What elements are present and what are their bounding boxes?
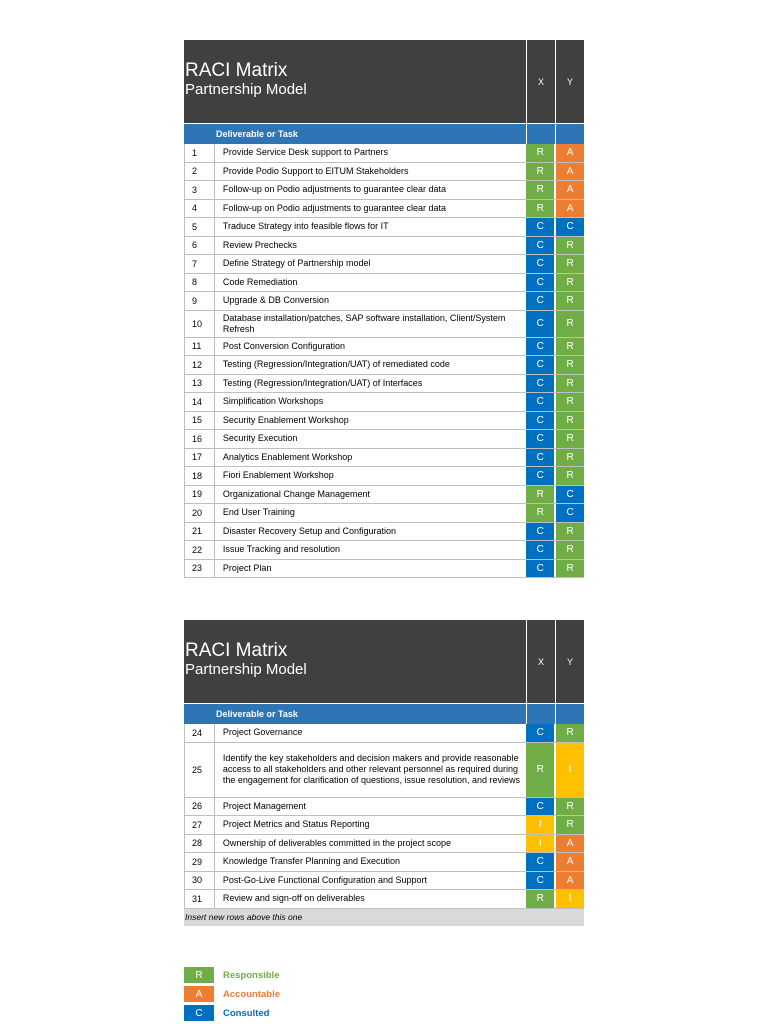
raci-code-x: C	[525, 393, 554, 411]
raci-code-x: C	[525, 798, 554, 816]
task-description: Simplification Workshops	[222, 396, 324, 407]
task-description: Post-Go-Live Functional Configuration and Support	[222, 874, 428, 885]
task-description: Identify the key stakeholders and decision makers and provide reasonable access to all stakeholders and other relevant personnel as required during the engagement for clarification of questions, issue resolution, and reviews	[222, 753, 521, 785]
raci-code-x: C	[525, 375, 554, 393]
table-footer-note: Insert new rows above this one	[184, 909, 584, 926]
task-description: End User Training	[222, 507, 295, 518]
matrix-title: RACI Matrix	[185, 60, 288, 81]
bar-divider	[526, 704, 527, 724]
legend-label: Responsible	[223, 969, 280, 981]
table-row	[185, 255, 584, 274]
row-number: 17	[185, 449, 215, 467]
table-row	[185, 872, 584, 891]
raci-code-y: C	[555, 504, 584, 522]
row-number: 16	[185, 430, 215, 448]
deliverable-header: Deliverable or Task	[216, 709, 298, 719]
row-number: 29	[185, 853, 215, 871]
raci-code-y: R	[555, 356, 584, 374]
deliverable-header: Deliverable or Task	[216, 129, 298, 139]
raci-code-x: C	[525, 449, 554, 467]
table-row	[185, 724, 584, 743]
task-description: Organizational Change Management	[222, 488, 370, 499]
row-number: 30	[185, 872, 215, 890]
table-header	[184, 620, 584, 703]
task-description: Analytics Enablement Workshop	[222, 451, 353, 462]
table-row	[185, 467, 584, 486]
table-row	[185, 144, 584, 163]
raci-code-y: A	[555, 853, 584, 871]
matrix-subtitle: Partnership Model	[185, 81, 307, 98]
row-number: 12	[185, 356, 215, 374]
raci-code-y: R	[555, 467, 584, 485]
raci-code-x: I	[525, 835, 554, 853]
raci-code-x: C	[525, 356, 554, 374]
raci-code-y: R	[555, 430, 584, 448]
table-row	[185, 523, 584, 542]
raci-code-y: R	[555, 449, 584, 467]
raci-code-x: C	[525, 338, 554, 356]
raci-code-x: R	[525, 486, 554, 504]
table-row	[185, 743, 584, 798]
table-row	[185, 798, 584, 817]
row-number: 13	[185, 375, 215, 393]
raci-code-x: C	[525, 724, 554, 742]
table-row	[185, 449, 584, 468]
raci-code-x: R	[525, 890, 554, 908]
raci-code-y: R	[555, 375, 584, 393]
table-row	[185, 163, 584, 182]
row-number: 3	[185, 181, 215, 199]
raci-code-y: R	[555, 412, 584, 430]
row-number: 25	[185, 743, 215, 797]
task-description: Testing (Regression/Integration/UAT) of remediated code	[222, 359, 450, 370]
raci-code-x: C	[525, 467, 554, 485]
raci-code-y: R	[555, 338, 584, 356]
raci-code-y: A	[555, 872, 584, 890]
raci-code-x: R	[525, 504, 554, 522]
raci-code-x: C	[525, 274, 554, 292]
raci-code-y: R	[555, 541, 584, 559]
task-description: Traduce Strategy into feasible flows for IT	[222, 221, 389, 232]
raci-code-y: R	[555, 255, 584, 273]
task-description: Disaster Recovery Setup and Configuration	[222, 525, 396, 536]
raci-code-y: R	[555, 560, 584, 578]
title-cell	[184, 40, 526, 123]
row-number: 24	[185, 724, 215, 742]
row-number: 4	[185, 200, 215, 218]
column-y-header: Y	[556, 620, 584, 703]
table-row	[185, 412, 584, 431]
row-number: 20	[185, 504, 215, 522]
legend-label: Accountable	[223, 988, 281, 1000]
raci-code-y: R	[555, 523, 584, 541]
table-row	[185, 430, 584, 449]
column-header-bar	[184, 123, 584, 144]
table-row	[185, 393, 584, 412]
task-description: Define Strategy of Partnership model	[222, 258, 371, 269]
task-description: Project Governance	[222, 727, 303, 738]
raci-code-x: C	[525, 292, 554, 310]
row-number: 28	[185, 835, 215, 853]
table-body	[184, 724, 584, 909]
task-description: Review and sign-off on deliverables	[222, 893, 365, 904]
row-number: 26	[185, 798, 215, 816]
raci-code-y: R	[555, 798, 584, 816]
raci-code-y: R	[555, 816, 584, 834]
table-row	[185, 356, 584, 375]
raci-code-y: A	[555, 835, 584, 853]
task-description: Project Management	[222, 800, 306, 811]
table-row	[185, 218, 584, 237]
table-row	[185, 338, 584, 357]
task-description: Follow-up on Podio adjustments to guarantee clear data	[222, 184, 447, 195]
raci-code-y: A	[555, 200, 584, 218]
table-row	[185, 375, 584, 394]
matrix-subtitle: Partnership Model	[185, 661, 307, 678]
table-row	[185, 853, 584, 872]
row-number: 2	[185, 163, 215, 181]
row-number: 31	[185, 890, 215, 908]
legend-swatch: C	[184, 1005, 214, 1021]
task-description: Review Prechecks	[222, 239, 297, 250]
row-number: 14	[185, 393, 215, 411]
task-description: Issue Tracking and resolution	[222, 544, 340, 555]
table-body	[184, 144, 584, 578]
row-number: 9	[185, 292, 215, 310]
bar-divider	[526, 124, 527, 144]
raci-code-y: R	[555, 311, 584, 337]
raci-code-x: I	[525, 816, 554, 834]
raci-code-y: R	[555, 237, 584, 255]
legend-swatch: R	[184, 967, 214, 983]
table-row	[185, 835, 584, 854]
raci-code-y: A	[555, 181, 584, 199]
legend-item	[184, 1004, 280, 1022]
raci-code-y: R	[555, 393, 584, 411]
column-x-header: X	[527, 40, 555, 123]
raci-code-y: C	[555, 218, 584, 236]
task-description: Upgrade & DB Conversion	[222, 295, 329, 306]
table-row	[185, 237, 584, 256]
table-row	[185, 486, 584, 505]
raci-code-x: C	[525, 541, 554, 559]
table-row	[185, 541, 584, 560]
raci-code-y: R	[555, 292, 584, 310]
bar-divider	[555, 704, 556, 724]
raci-code-x: R	[525, 200, 554, 218]
raci-code-y: A	[555, 144, 584, 162]
raci-code-x: R	[525, 743, 554, 797]
raci-code-y: I	[555, 743, 584, 797]
task-description: Database installation/patches, SAP software installation, Client/System Refresh	[222, 312, 506, 334]
raci-code-x: C	[525, 255, 554, 273]
table-row	[185, 274, 584, 293]
raci-code-x: C	[525, 311, 554, 337]
raci-code-y: A	[555, 163, 584, 181]
matrix-title: RACI Matrix	[185, 640, 288, 661]
raci-table-1	[184, 40, 584, 578]
task-description: Project Metrics and Status Reporting	[222, 819, 370, 830]
table-row	[185, 816, 584, 835]
row-number: 11	[185, 338, 215, 356]
table-header	[184, 40, 584, 123]
row-number: 23	[185, 560, 215, 578]
table-row	[185, 181, 584, 200]
row-number: 8	[185, 274, 215, 292]
task-description: Testing (Regression/Integration/UAT) of Interfaces	[222, 377, 423, 388]
task-description: Follow-up on Podio adjustments to guarantee clear data	[222, 202, 447, 213]
raci-code-x: C	[525, 430, 554, 448]
title-cell	[184, 620, 526, 703]
legend-item	[184, 966, 280, 984]
column-x-header: X	[527, 620, 555, 703]
task-description: Ownership of deliverables committed in the project scope	[222, 837, 452, 848]
raci-code-x: C	[525, 237, 554, 255]
raci-code-y: R	[555, 274, 584, 292]
task-description: Security Execution	[222, 433, 298, 444]
raci-code-y: I	[555, 890, 584, 908]
task-description: Provide Service Desk support to Partners	[222, 147, 388, 158]
task-description: Fiori Enablement Workshop	[222, 470, 334, 481]
table-row	[185, 890, 584, 909]
column-y-header: Y	[556, 40, 584, 123]
raci-code-x: R	[525, 144, 554, 162]
legend-item	[184, 985, 280, 1003]
raci-code-x: C	[525, 853, 554, 871]
table-row	[185, 504, 584, 523]
legend-label: Consulted	[223, 1007, 270, 1019]
raci-code-x: R	[525, 181, 554, 199]
raci-table-2	[184, 620, 584, 926]
bar-divider	[555, 124, 556, 144]
row-number: 19	[185, 486, 215, 504]
raci-code-y: R	[555, 724, 584, 742]
row-number: 1	[185, 144, 215, 162]
row-number: 21	[185, 523, 215, 541]
table-row	[185, 292, 584, 311]
row-number: 22	[185, 541, 215, 559]
raci-code-x: R	[525, 163, 554, 181]
raci-code-y: C	[555, 486, 584, 504]
row-number: 27	[185, 816, 215, 834]
task-description: Knowledge Transfer Planning and Execution	[222, 856, 401, 867]
row-number: 5	[185, 218, 215, 236]
table-row	[185, 560, 584, 579]
legend-swatch: A	[184, 986, 214, 1002]
legend	[184, 966, 280, 1023]
raci-code-x: C	[525, 560, 554, 578]
task-description: Provide Podio Support to EITUM Stakeholders	[222, 165, 409, 176]
task-description: Project Plan	[222, 562, 272, 573]
task-description: Security Enablement Workshop	[222, 414, 349, 425]
table-row	[185, 311, 584, 338]
row-number: 15	[185, 412, 215, 430]
task-description: Post Conversion Configuration	[222, 340, 345, 351]
raci-code-x: C	[525, 412, 554, 430]
row-number: 7	[185, 255, 215, 273]
table-row	[185, 200, 584, 219]
row-number: 6	[185, 237, 215, 255]
column-header-bar	[184, 703, 584, 724]
row-number: 18	[185, 467, 215, 485]
raci-code-x: C	[525, 218, 554, 236]
task-description: Code Remediation	[222, 276, 298, 287]
row-number: 10	[185, 311, 215, 337]
raci-code-x: C	[525, 523, 554, 541]
raci-code-x: C	[525, 872, 554, 890]
